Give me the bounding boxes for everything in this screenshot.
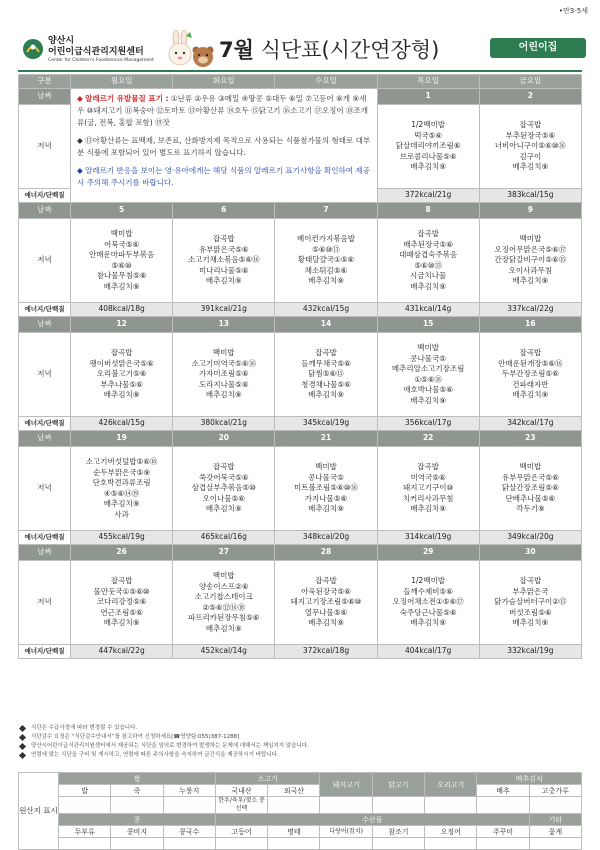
menu-item: 오징어무맑은국⑤⑥⑰ xyxy=(494,244,567,254)
date-row xyxy=(19,545,582,561)
day-date: 15 xyxy=(377,317,479,333)
day-menu xyxy=(479,561,581,645)
day-energy: 345kcal/19g xyxy=(275,417,377,431)
age-label: •만3-5세 xyxy=(558,7,588,15)
date-row xyxy=(19,431,582,447)
origin-side-label: 원산지 표시 xyxy=(19,773,59,850)
menu-item: 닭살데리야끼조림⑥ xyxy=(395,141,461,151)
day-date: 12 xyxy=(71,317,173,333)
center-name-en: Center for Children's Foodservice Management xyxy=(48,58,154,63)
menu-item: 잡곡밥 xyxy=(212,234,235,244)
origin-sub: 두부류 xyxy=(59,826,111,838)
day-date: 7 xyxy=(275,203,377,219)
energy-row-label: 에너지/단백질 xyxy=(19,531,71,545)
day-menu xyxy=(173,219,275,303)
menu-item: 배추된장국⑤⑥ xyxy=(403,239,453,249)
menu-item: 황태달걀국①⑤⑥ xyxy=(297,255,355,265)
day-date: 19 xyxy=(71,431,173,447)
menu-table xyxy=(18,74,582,659)
menu-item: 배추김치⑨ xyxy=(103,390,140,400)
origin-group-chicken: 닭고기 xyxy=(372,773,424,797)
menu-item: 배추김치⑨ xyxy=(308,390,344,400)
day-menu xyxy=(71,219,173,303)
menu-item: 베이컨가지볶음밥 xyxy=(296,234,355,244)
day-energy: 372kcal/21g xyxy=(377,189,479,203)
menu-item: 숙주당근나물⑤⑥ xyxy=(399,607,457,617)
origin-sub: 다랑어(참치) xyxy=(320,826,372,838)
origin-group-bean: 콩 xyxy=(59,814,216,826)
day-date: 13 xyxy=(173,317,275,333)
origin-sub: 명태 xyxy=(268,826,320,838)
origin-value xyxy=(477,797,529,814)
origin-group-duck: 오리고기 xyxy=(425,773,477,797)
menu-item: 열무나물⑤⑥ xyxy=(304,607,348,617)
date-row xyxy=(19,89,582,105)
menu-item: 가지나물⑤⑥ xyxy=(304,493,348,503)
day-menu xyxy=(377,561,479,645)
menu-item: 오이사과무침 xyxy=(508,265,553,275)
energy-row-label: 에너지/단백질 xyxy=(19,645,71,659)
header-divider xyxy=(18,70,582,72)
menu-item: ⑤⑥⑩⑬ xyxy=(312,244,340,254)
day-date: 9 xyxy=(479,203,581,219)
note-item: 연령에 맞는 식단을 구비 및 게시하고, 연령에 따른 주의사항을 숙지하여 급간식을 제공하시기 바랍니다. xyxy=(20,751,580,760)
date-row xyxy=(19,203,582,219)
menu-item: 잡곡밥 xyxy=(519,120,542,130)
day-menu xyxy=(377,333,479,417)
menu-item: 잡곡밥 xyxy=(417,229,440,238)
column-header: 화요일 xyxy=(173,75,275,89)
menu-item: 파프리카된장무침⑤⑥ xyxy=(188,613,260,622)
menu-item: 잡곡밥 xyxy=(519,348,542,358)
day-energy: 356kcal/17g xyxy=(377,417,479,431)
meal-row-label: 저녁 xyxy=(19,333,71,417)
menu-item: 대패삼겹숙주볶음 xyxy=(399,250,458,259)
day-date: 14 xyxy=(275,317,377,333)
allergy-notice xyxy=(71,89,378,203)
energy-row-label: 에너지/단백질 xyxy=(19,417,71,431)
menu-item: 유부무맑은국⑤⑥ xyxy=(501,472,559,482)
origin-sub: 고등어 xyxy=(215,826,267,838)
note-item: 양산시어린이급식관리지원센터에서 제공되는 식단을 임의로 변경하여 발생하는 문제에 대해서는 책임지지 않습니다. xyxy=(20,742,580,751)
origin-group-kimchi: 배추김치 xyxy=(477,773,582,785)
day-energy: 465kcal/16g xyxy=(173,531,275,545)
menu-item: 가자미조림⑤⑥ xyxy=(198,369,249,379)
day-date: 6 xyxy=(173,203,275,219)
day-date: 1 xyxy=(377,89,479,105)
day-energy: 348kcal/20g xyxy=(275,531,377,545)
menu-item: 닭살간장조림⑤⑥ xyxy=(501,483,559,493)
menu-item: 잡곡밥 xyxy=(315,348,337,358)
energy-row-label: 에너지/단백질 xyxy=(19,189,71,203)
day-energy: 380kcal/21g xyxy=(173,417,275,431)
date-row-label: 날짜 xyxy=(19,203,71,219)
day-date: 23 xyxy=(479,431,581,447)
menu-item: 배추김치⑨ xyxy=(410,281,447,291)
day-date: 29 xyxy=(377,545,479,561)
note-item: 식단은 수급사정에 따라 변경될 수 있습니다. xyxy=(20,724,580,733)
menu-item: 배추김치⑨ xyxy=(308,504,344,514)
menu-item: 사과 xyxy=(114,509,129,519)
menu-item: 배추김치⑨ xyxy=(205,276,242,286)
notice-sulfite: ◆ ⑬아황산류는 표백제, 보존료, 산화방지제 목적으로 사용되는 식품첨가물의 형태로 대부분 식품에 포함되어 있어 별도로 표기하지 않습니다. xyxy=(77,136,371,157)
meal-row-label: 저녁 xyxy=(19,561,71,645)
column-header: 금요일 xyxy=(479,75,581,89)
menu-item: 미트볼조림⑤⑥⑩⑯ xyxy=(294,483,358,493)
menu-item: 양송이스프②⑥ xyxy=(198,581,249,591)
origin-sub: 외국산 xyxy=(268,785,320,797)
menu-item: 배추김치⑨ xyxy=(410,162,447,172)
menu-item: 콩나물국⑤ xyxy=(410,353,447,363)
menu-item: 백미밥 xyxy=(212,571,235,580)
day-energy: 383kcal/15g xyxy=(479,189,581,203)
day-energy: 349kcal/20g xyxy=(479,531,581,545)
menu-item: 팽이버섯맑은국⑤⑥ xyxy=(89,358,154,368)
energy-row xyxy=(19,303,582,317)
title-sub: (시간연장형) xyxy=(321,38,440,62)
menu-item: 배추김치⑨ xyxy=(103,499,140,508)
origin-value xyxy=(163,838,215,850)
menu-item: 들깨무채국⑤⑥ xyxy=(301,358,351,368)
date-row-label: 날짜 xyxy=(19,545,71,561)
menu-item: ②⑤⑥⑫⑯⑱ xyxy=(202,602,246,612)
origin-table xyxy=(18,772,582,850)
menu-item: ①⑤⑥⑯ xyxy=(414,374,442,384)
menu-item: 브로콜리나물⑤⑥ xyxy=(399,151,457,161)
day-date: 27 xyxy=(173,545,275,561)
menu-header-row xyxy=(19,75,582,89)
menu-item: 안매운마파두부볶음 xyxy=(88,250,155,259)
menu-item: 소고기찹스테이크 xyxy=(194,592,253,601)
origin-value xyxy=(425,797,477,814)
menu-item: 부추나물⑤⑥ xyxy=(100,379,143,389)
column-header: 구분 xyxy=(19,75,71,89)
menu-item: 애호박나물⑤⑥ xyxy=(403,385,453,394)
origin-value xyxy=(320,797,372,814)
energy-row xyxy=(19,531,582,545)
menu-item: 김구이 xyxy=(519,151,542,161)
diamond-icon xyxy=(19,734,26,741)
menu-item: 쑥갓어묵국⑤⑥ xyxy=(198,472,249,482)
meal-row xyxy=(19,219,582,303)
menu-item: 건파래자반 xyxy=(512,379,549,389)
day-menu xyxy=(479,219,581,303)
day-menu xyxy=(377,219,479,303)
menu-item: 오이나물⑤⑥ xyxy=(202,493,245,503)
origin-value xyxy=(425,838,477,850)
energy-row xyxy=(19,645,582,659)
day-menu xyxy=(275,333,377,417)
day-energy: 342kcal/17g xyxy=(479,417,581,431)
note-item: 식단감수 요청은 “식단감수안내서”를 참고하여 신청하세요[☎영양팀:055)387-1288] xyxy=(20,733,580,742)
menu-item: 물만둣국①⑤⑥⑩ xyxy=(93,586,150,596)
menu-item: 배추김치⑨ xyxy=(205,504,242,514)
menu-item: 돼지고기장조림⑤⑥⑩ xyxy=(290,597,362,607)
day-energy: 426kcal/15g xyxy=(71,417,173,431)
menu-item: 배추김치⑨ xyxy=(512,390,549,400)
column-header: 월요일 xyxy=(71,75,173,89)
day-menu xyxy=(377,105,479,189)
day-menu xyxy=(173,561,275,645)
origin-sub: 밥 xyxy=(59,785,111,797)
menu-item: 안매운된개장⑤⑥⑯ xyxy=(498,358,563,368)
day-date: 8 xyxy=(377,203,479,219)
day-date: 5 xyxy=(71,203,173,219)
day-energy: 447kcal/22g xyxy=(71,645,173,659)
day-menu xyxy=(479,105,581,189)
menu-item: 깍두기⑨ xyxy=(516,504,545,514)
day-energy: 431kcal/14g xyxy=(377,303,479,317)
menu-item: 어묵국⑤⑥ xyxy=(104,239,140,249)
origin-value xyxy=(372,797,424,814)
menu-item: 소고기버섯덮밥⑤⑥⑯ xyxy=(85,457,158,466)
menu-item: 미나리나물⑤⑥ xyxy=(198,265,249,275)
origin-value xyxy=(215,838,267,850)
day-date: 2 xyxy=(479,89,581,105)
date-row-label: 날짜 xyxy=(19,89,71,105)
origin-group-seafood: 수산물 xyxy=(215,814,529,826)
day-menu xyxy=(479,447,581,531)
notes xyxy=(20,724,580,760)
origin-value xyxy=(59,838,111,850)
origin-value xyxy=(59,797,111,814)
day-energy: 455kcal/19g xyxy=(71,531,173,545)
origin-value xyxy=(529,797,581,814)
menu-item: 채소튀김⑤⑥ xyxy=(304,265,348,275)
menu-item: 떡국⑤⑥ xyxy=(414,130,443,140)
origin-value xyxy=(477,838,529,850)
page-title xyxy=(219,34,439,64)
meal-row xyxy=(19,333,582,417)
menu-item: 치커리사과무침 xyxy=(402,493,454,503)
menu-item: 잡곡밥 xyxy=(110,348,133,358)
menu-item: 배추김치⑨ xyxy=(205,390,242,400)
day-energy: 337kcal/22g xyxy=(479,303,581,317)
origin-sub: 배추 xyxy=(477,785,529,797)
menu-item: 버섯조림⑤⑥ xyxy=(509,607,552,617)
origin-sub: 누룽지 xyxy=(163,785,215,797)
mascot-icon xyxy=(164,30,216,68)
day-menu xyxy=(275,561,377,645)
menu-item: 돼지고기구이⑩ xyxy=(403,483,454,493)
origin-value xyxy=(111,838,163,850)
day-menu xyxy=(71,333,173,417)
menu-item: 시금치나물 xyxy=(410,271,447,280)
menu-item: 백미밥 xyxy=(212,348,235,358)
origin-group-rice: 쌀 xyxy=(59,773,216,785)
energy-row-label: 에너지/단백질 xyxy=(19,303,71,317)
menu-item: 오리불고기⑤⑥ xyxy=(96,369,147,379)
title-label: 식단표 xyxy=(253,38,322,62)
diamond-icon xyxy=(19,743,26,750)
menu-item: 백미밥 xyxy=(519,462,542,472)
day-date: 22 xyxy=(377,431,479,447)
day-menu xyxy=(173,447,275,531)
menu-item: 순두부맑은국⑤⑨ xyxy=(93,467,151,477)
menu-item: 백미밥 xyxy=(417,343,440,352)
day-energy: 372kcal/18g xyxy=(275,645,377,659)
menu-item: 너비아니구이⑤⑥⑩⑯ xyxy=(494,141,566,151)
origin-value xyxy=(111,797,163,814)
origin-value xyxy=(268,797,320,814)
day-menu xyxy=(479,333,581,417)
origin-sub: 콩국수 xyxy=(163,826,215,838)
menu-item: 부추된장국⑤⑥ xyxy=(505,130,556,140)
day-energy: 391kcal/21g xyxy=(173,303,275,317)
origin-sub: 국내산 xyxy=(215,785,267,797)
menu-item: 미역국⑤⑥ xyxy=(410,472,446,482)
meal-row-label: 저녁 xyxy=(19,447,71,531)
menu-item: 잡곡밥 xyxy=(315,576,337,586)
day-date: 28 xyxy=(275,545,377,561)
origin-value xyxy=(372,838,424,850)
menu-item: 배추김치⑨ xyxy=(308,276,344,286)
origin-value xyxy=(268,838,320,850)
origin-sub: 고춧가루 xyxy=(529,785,581,797)
day-energy: 452kcal/14g xyxy=(173,645,275,659)
meal-row xyxy=(19,561,582,645)
origin-beef-option: 한우/육우/젖소 중 선택 xyxy=(215,797,267,814)
meal-row xyxy=(19,447,582,531)
day-date: 26 xyxy=(71,545,173,561)
origin-sub: 주꾸미 xyxy=(477,826,529,838)
menu-item: 참나물무침⑤⑥ xyxy=(96,271,147,280)
day-energy: 408kcal/18g xyxy=(71,303,173,317)
origin-sub: 콩비지 xyxy=(111,826,163,838)
menu-item: ④⑤⑥⑭⑲ xyxy=(104,488,140,498)
menu-item: 배추김치⑨ xyxy=(410,618,447,628)
title-month: 7월 xyxy=(219,38,254,62)
column-header: 수요일 xyxy=(275,75,377,89)
origin-group-etc: 기타 xyxy=(529,814,581,826)
menu-item: 백미밥 xyxy=(519,234,542,244)
menu-item: 도라지나물⑤⑥ xyxy=(198,379,249,389)
menu-item: 배추김치⑨ xyxy=(410,504,447,514)
date-row-label: 날짜 xyxy=(19,431,71,447)
energy-row xyxy=(19,417,582,431)
menu-item: 1/2백미밥 xyxy=(411,120,446,130)
origin-sub: 꽃게 xyxy=(529,826,581,838)
day-energy: 332kcal/19g xyxy=(479,645,581,659)
menu-item: 단배추나물⑤⑥ xyxy=(505,493,556,503)
day-energy: 432kcal/15g xyxy=(275,303,377,317)
origin-value xyxy=(163,797,215,814)
center-name: 양산시 어린이급식관리지원센터 xyxy=(48,36,144,57)
menu-item: 소고기미역국⑤⑥⑯ xyxy=(191,358,256,368)
notice-caution: ◆ 알레르기 반응을 보이는 영·유아에게는 해당 식품의 알레르기 표기사항을 확인하여 제공 시 주의해 주시기를 바랍니다. xyxy=(77,166,370,187)
day-menu xyxy=(173,333,275,417)
day-energy: 404kcal/17g xyxy=(377,645,479,659)
day-menu xyxy=(275,447,377,531)
day-menu xyxy=(71,561,173,645)
menu-item: 콩나물국⑤ xyxy=(308,472,344,482)
day-menu xyxy=(71,447,173,531)
date-row xyxy=(19,317,582,333)
type-badge: 어린이집 xyxy=(490,38,586,58)
menu-item: 간장닭갈비구이⑤⑥⑮ xyxy=(494,255,567,265)
meal-row-label: 저녁 xyxy=(19,105,71,189)
origin-sub: 죽 xyxy=(111,785,163,797)
menu-item: 잡곡밥 xyxy=(212,462,235,472)
day-energy: 314kcal/19g xyxy=(377,531,479,545)
menu-item: 백미밥 xyxy=(315,462,337,472)
menu-item: 잡곡밥 xyxy=(519,576,542,586)
notice-allergy: ◆ 알레르기 유발물질 표기 : ①난류 ②우유 ③메밀 ④땅콩 ⑤대두 ⑥밀 ⑦고등어 ⑧게 ⑨새우 ⑩돼지고기 ⑪복숭아 ⑫토마토 ⑬아황산류 ⑭호두 ⑮닭고기 ⑯소고기 ⑰오징어 ⑱조개류(굴, 전복, 홍합 포함) ⑲잣 xyxy=(77,94,369,127)
meal-row-label: 저녁 xyxy=(19,219,71,303)
origin-group-beef: 소고기 xyxy=(215,773,320,785)
menu-item: 잡곡밥 xyxy=(417,462,440,472)
menu-item: 배추김치⑨ xyxy=(205,623,242,633)
menu-item: 닭찜⑤⑥⑮ xyxy=(308,369,344,379)
column-header: 목요일 xyxy=(377,75,479,89)
day-date: 16 xyxy=(479,317,581,333)
menu-item: ⑤⑥⑩ xyxy=(111,260,132,270)
menu-item: 배추김치⑨ xyxy=(512,276,549,286)
menu-item: 배추김치⑨ xyxy=(512,618,549,628)
header xyxy=(14,28,586,68)
menu-item: 들깨수제비⑤⑥ xyxy=(403,586,453,596)
menu-item: 소고기채소볶음⑤⑥⑯ xyxy=(187,255,260,265)
menu-item: 오징어채소전①⑤⑥⑰ xyxy=(392,597,464,607)
menu-item: 배추김치⑨ xyxy=(410,395,447,405)
menu-item: 청경채나물⑤⑥ xyxy=(301,379,351,389)
menu-item: 배추김치⑨ xyxy=(512,162,549,172)
menu-item: 단호박견과류조림 xyxy=(92,478,151,487)
center-logo-icon xyxy=(22,38,44,60)
diamond-icon xyxy=(19,752,26,759)
origin-group-pork: 돼지고기 xyxy=(320,773,372,797)
origin-value xyxy=(320,838,372,850)
menu-item: 백미밥 xyxy=(110,229,133,238)
origin-sub: 참조기 xyxy=(372,826,424,838)
day-date: 20 xyxy=(173,431,275,447)
day-menu xyxy=(275,219,377,303)
menu-item: 아욱된장국⑤⑥ xyxy=(301,586,351,596)
menu-item: 부추맑은국 xyxy=(512,586,549,596)
menu-item: 잡곡밥 xyxy=(110,576,133,586)
origin-sub: 오징어 xyxy=(425,826,477,838)
menu-item: 1/2백미밥 xyxy=(411,576,446,586)
menu-item: 유부맑은국⑤⑥ xyxy=(198,244,249,254)
menu-item: 닭가슴살버터구이②⑮ xyxy=(494,597,567,607)
menu-item: 메추리알소고기장조림 xyxy=(391,364,465,373)
day-menu xyxy=(377,447,479,531)
origin-value xyxy=(529,838,581,850)
day-date: 21 xyxy=(275,431,377,447)
menu-item: 배추김치⑨ xyxy=(308,618,344,628)
date-row-label: 날짜 xyxy=(19,317,71,333)
menu-item: 배추김치⑨ xyxy=(103,618,140,628)
menu-item: 코다리강정⑤⑥ xyxy=(96,597,147,607)
day-date: 30 xyxy=(479,545,581,561)
diamond-icon xyxy=(19,725,26,732)
menu-item: 삼겹살부추볶음⑤⑩ xyxy=(191,483,256,493)
menu-item: 연근조림⑤⑥ xyxy=(100,607,143,617)
menu-item: 배추김치⑨ xyxy=(103,281,140,291)
menu-item: ⑤⑥⑩⑬ xyxy=(414,260,442,270)
menu-body xyxy=(19,89,582,659)
menu-item: 두부간장조림⑤⑥ xyxy=(501,369,559,379)
